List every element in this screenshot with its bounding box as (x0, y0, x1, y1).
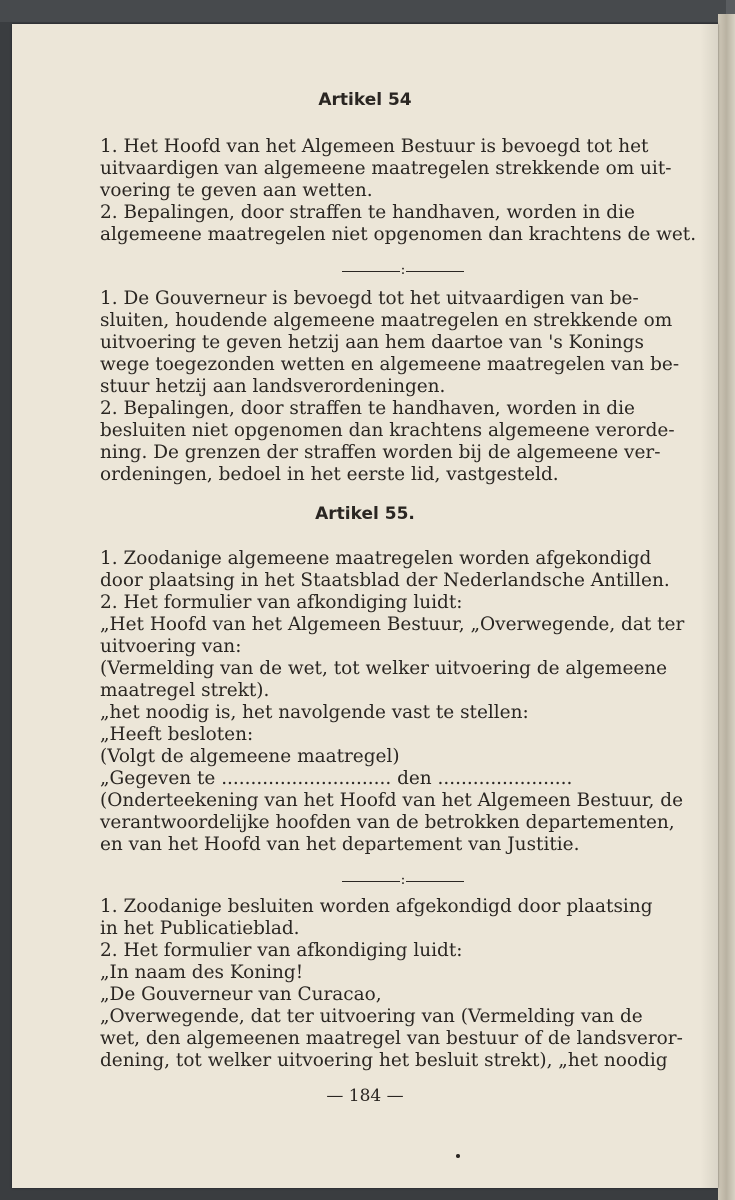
text-line: (Onderteekening van het Hoofd van het Algemeen Bestuur, de (100, 790, 683, 811)
text-line: maatregel strekt). (100, 680, 270, 701)
page-number: — 184 — (326, 1086, 404, 1106)
text-line: „Heeft besloten: (100, 724, 254, 745)
text-line: „In naam des Koning! (100, 962, 304, 983)
book-page (12, 24, 718, 1188)
text-line: (Vermelding van de wet, tot welker uitvoering de algemeene (100, 658, 668, 679)
text-line: uitvaardigen van algemeene maatregelen strekkende om uit- (100, 158, 672, 179)
text-line: stuur hetzij aan landsverordeningen. (100, 376, 446, 397)
print-mark (456, 1154, 460, 1158)
text-line: 2. Het formulier van afkondiging luidt: (100, 592, 463, 613)
text-line: „De Gouverneur van Curacao, (100, 984, 382, 1005)
text-line: „Gegeven te ............................. den ....................... (100, 768, 573, 789)
section-separator: : (342, 872, 464, 888)
article-55-heading: Artikel 55. (315, 504, 415, 524)
book-spine (718, 14, 735, 1200)
text-line: 1. Zoodanige algemeene maatregelen worden afgekondigd (100, 548, 652, 569)
text-line: en van het Hoofd van het departement van Justitie. (100, 834, 580, 855)
text-line: algemeene maatregelen niet opgenomen dan krachtens de wet. (100, 224, 697, 245)
text-line: in het Publicatieblad. (100, 918, 300, 939)
page-gutter-shadow (700, 24, 718, 1188)
text-line: wet, den algemeenen maatregel van bestuur of de landsveror- (100, 1028, 683, 1049)
text-line: (Volgt de algemeene maatregel) (100, 746, 400, 767)
text-line: dening, tot welker uitvoering het besluit strekt), „het noodig (100, 1050, 668, 1071)
section-separator: : (342, 262, 464, 278)
text-line: „Het Hoofd van het Algemeen Bestuur, „Overwegende, dat ter (100, 614, 685, 635)
scanner-background (0, 0, 735, 22)
text-line: „het noodig is, het navolgende vast te stellen: (100, 702, 529, 723)
text-line: verantwoordelijke hoofden van de betrokken departementen, (100, 812, 675, 833)
text-line: 1. De Gouverneur is bevoegd tot het uitvaardigen van be- (100, 288, 639, 309)
text-line: sluiten, houdende algemeene maatregelen en strekkende om (100, 310, 673, 331)
text-line: 1. Het Hoofd van het Algemeen Bestuur is bevoegd tot het (100, 136, 649, 157)
text-line: wege toegezonden wetten en algemeene maatregelen van be- (100, 354, 680, 375)
text-line: uitvoering te geven hetzij aan hem daartoe van 's Konings (100, 332, 644, 353)
text-line: 2. Het formulier van afkondiging luidt: (100, 940, 463, 961)
text-line: uitvoering van: (100, 636, 242, 657)
text-line: door plaatsing in het Staatsblad der Nederlandsche Antillen. (100, 570, 670, 591)
text-line: „Overwegende, dat ter uitvoering van (Vermelding van de (100, 1006, 643, 1027)
article-54-heading: Artikel 54 (318, 90, 412, 110)
text-line: voering te geven aan wetten. (100, 180, 373, 201)
text-line: 2. Bepalingen, door straffen te handhaven, worden in die (100, 398, 635, 419)
text-line: 1. Zoodanige besluiten worden afgekondigd door plaatsing (100, 896, 653, 917)
text-line: besluiten niet opgenomen dan krachtens algemeene verorde- (100, 420, 675, 441)
text-line: ordeningen, bedoel in het eerste lid, vastgesteld. (100, 464, 559, 485)
text-line: 2. Bepalingen, door straffen te handhaven, worden in die (100, 202, 635, 223)
text-line: ning. De grenzen der straffen worden bij de algemeene ver- (100, 442, 661, 463)
